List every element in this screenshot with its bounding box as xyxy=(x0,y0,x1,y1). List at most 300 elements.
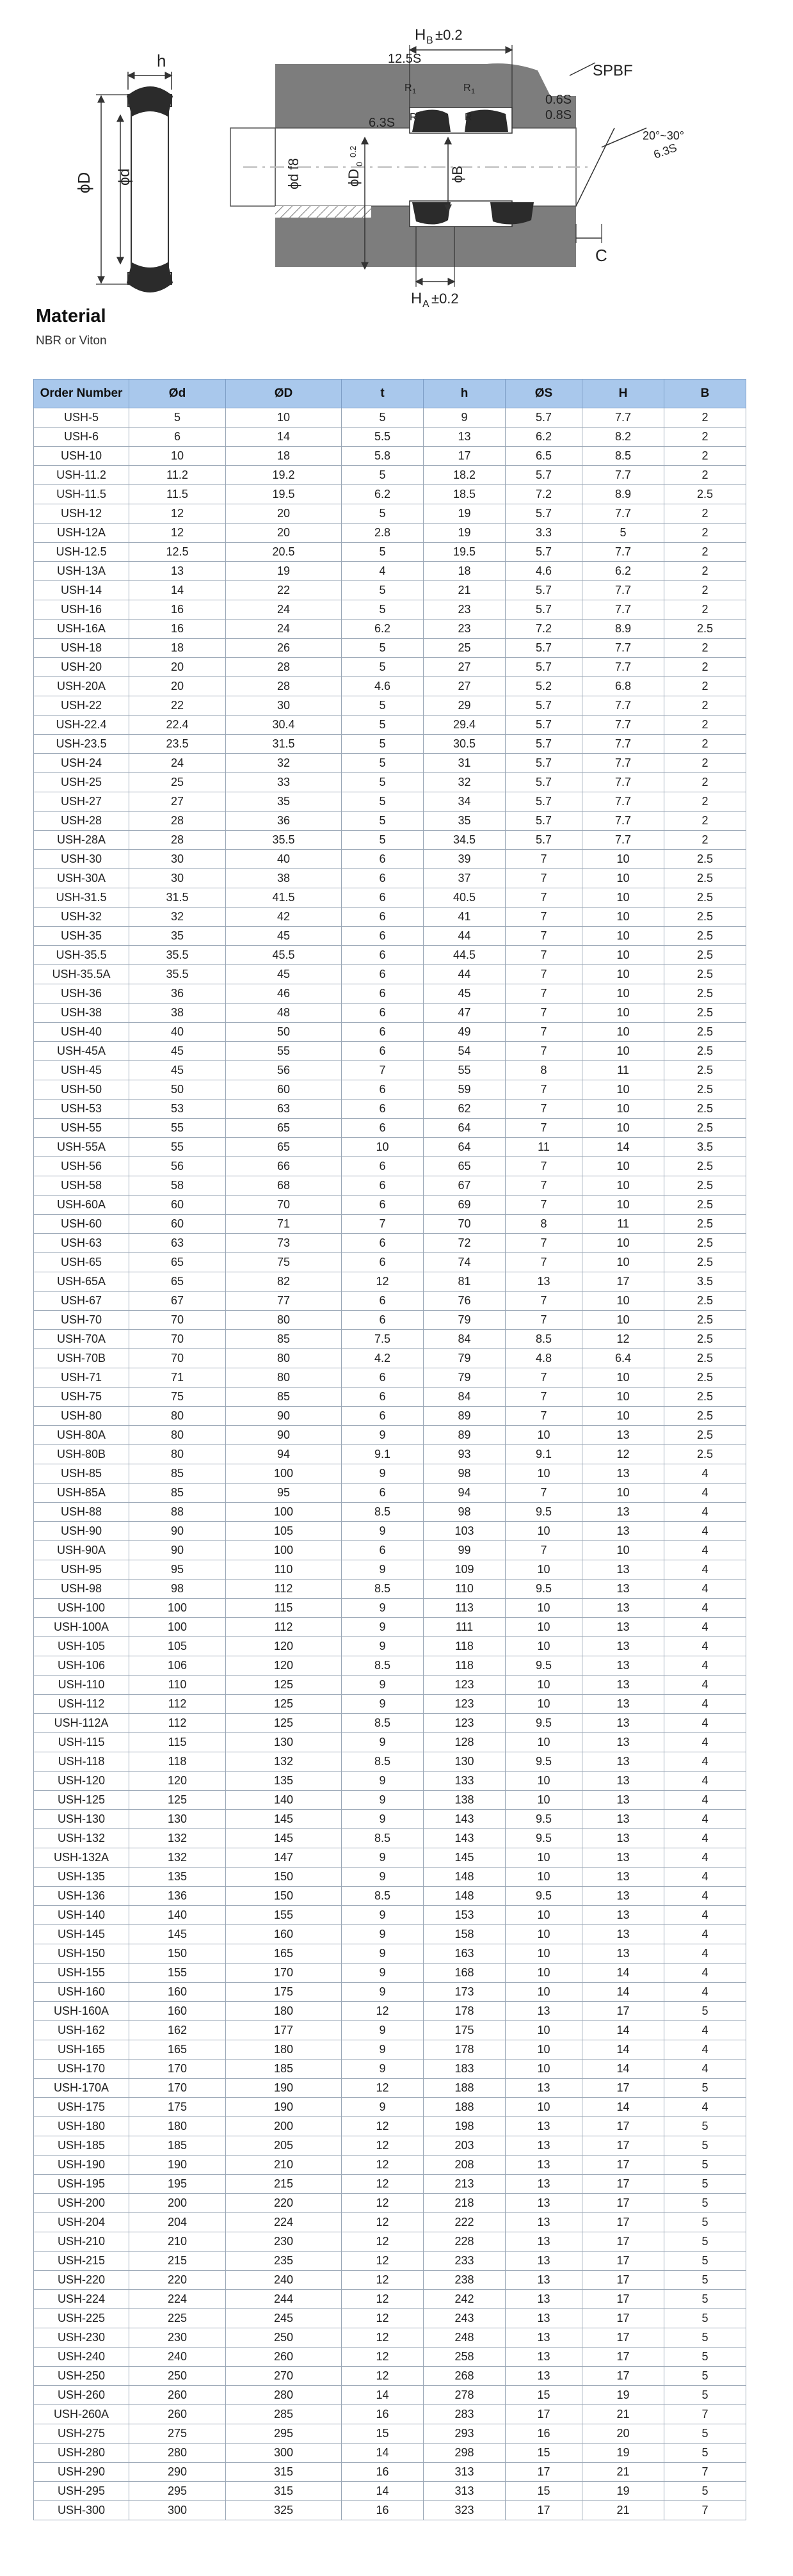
H-cell: 13 xyxy=(582,1868,664,1887)
h-cell: 143 xyxy=(424,1810,506,1829)
table-row xyxy=(34,1810,746,1829)
H-cell: 17 xyxy=(582,2079,664,2098)
d-cell: 12 xyxy=(129,524,226,543)
H-cell: 17 xyxy=(582,2367,664,2386)
dim-HA-tol: ±0.2 xyxy=(431,291,459,307)
d-cell: 38 xyxy=(129,1004,226,1023)
D-cell: 220 xyxy=(226,2194,342,2213)
S-cell: 10 xyxy=(506,1983,582,2002)
B-cell: 2.5 xyxy=(664,485,746,504)
table-row xyxy=(34,831,746,850)
t-cell: 8.5 xyxy=(342,1656,424,1676)
d-cell: 27 xyxy=(129,792,226,812)
H-cell: 7.7 xyxy=(582,581,664,600)
S-cell: 5.7 xyxy=(506,773,582,792)
order-number-cell: USH-20 xyxy=(34,658,129,677)
B-cell: 4 xyxy=(664,1944,746,1964)
d-cell: 98 xyxy=(129,1580,226,1599)
d-cell: 260 xyxy=(129,2405,226,2424)
table-row xyxy=(34,1599,746,1618)
t-cell: 14 xyxy=(342,2386,424,2405)
t-cell: 14 xyxy=(342,2444,424,2463)
S-cell: 7 xyxy=(506,1388,582,1407)
t-cell: 6.2 xyxy=(342,485,424,504)
h-cell: 138 xyxy=(424,1791,506,1810)
order-number-cell: USH-195 xyxy=(34,2175,129,2194)
B-cell: 5 xyxy=(664,2271,746,2290)
S-cell: 4.8 xyxy=(506,1349,582,1368)
B-cell: 4 xyxy=(664,1791,746,1810)
hatched-section xyxy=(275,206,371,218)
t-cell: 5 xyxy=(342,466,424,485)
t-cell: 9 xyxy=(342,1695,424,1714)
d-cell: 110 xyxy=(129,1676,226,1695)
order-number-cell: USH-185 xyxy=(34,2136,129,2156)
H-cell: 12 xyxy=(582,1445,664,1464)
table-row xyxy=(34,543,746,562)
B-cell: 2 xyxy=(664,543,746,562)
h-cell: 188 xyxy=(424,2098,506,2117)
d-cell: 80 xyxy=(129,1407,226,1426)
S-cell: 16 xyxy=(506,2424,582,2444)
d-cell: 70 xyxy=(129,1311,226,1330)
H-cell: 10 xyxy=(582,965,664,984)
d-cell: 100 xyxy=(129,1599,226,1618)
dim-phi-B: ϕB xyxy=(449,166,465,183)
D-cell: 140 xyxy=(226,1791,342,1810)
D-cell: 68 xyxy=(226,1176,342,1196)
S-cell: 10 xyxy=(506,1676,582,1695)
D-cell: 205 xyxy=(226,2136,342,2156)
B-cell: 2 xyxy=(664,504,746,524)
D-cell: 130 xyxy=(226,1733,342,1752)
d-cell: 90 xyxy=(129,1522,226,1541)
label-spbf: SPBF xyxy=(593,62,633,79)
S-cell: 7 xyxy=(506,1023,582,1042)
order-number-cell: USH-125 xyxy=(34,1791,129,1810)
D-cell: 24 xyxy=(226,620,342,639)
table-row xyxy=(34,600,746,620)
D-cell: 30 xyxy=(226,696,342,716)
table-row xyxy=(34,1311,746,1330)
col-header-H: H xyxy=(582,380,664,408)
order-number-cell: USH-58 xyxy=(34,1176,129,1196)
table-row xyxy=(34,888,746,908)
t-cell: 9 xyxy=(342,2040,424,2060)
H-cell: 13 xyxy=(582,1522,664,1541)
D-cell: 95 xyxy=(226,1484,342,1503)
h-cell: 94 xyxy=(424,1484,506,1503)
d-cell: 160 xyxy=(129,2002,226,2021)
order-number-cell: USH-170A xyxy=(34,2079,129,2098)
S-cell: 13 xyxy=(506,2271,582,2290)
t-cell: 4.2 xyxy=(342,1349,424,1368)
h-cell: 67 xyxy=(424,1176,506,1196)
d-cell: 132 xyxy=(129,1829,226,1848)
S-cell: 10 xyxy=(506,1733,582,1752)
B-cell: 4 xyxy=(664,1484,746,1503)
D-cell: 160 xyxy=(226,1925,342,1944)
S-cell: 5.7 xyxy=(506,812,582,831)
h-cell: 188 xyxy=(424,2079,506,2098)
H-cell: 17 xyxy=(582,2194,664,2213)
order-number-cell: USH-31.5 xyxy=(34,888,129,908)
d-cell: 35.5 xyxy=(129,946,226,965)
B-cell: 2.5 xyxy=(664,1176,746,1196)
order-number-cell: USH-225 xyxy=(34,2309,129,2328)
S-cell: 10 xyxy=(506,1772,582,1791)
table-row xyxy=(34,1580,746,1599)
label-r1-left: R xyxy=(405,83,412,93)
table-row xyxy=(34,408,746,428)
d-cell: 16 xyxy=(129,620,226,639)
t-cell: 9 xyxy=(342,1426,424,1445)
order-number-cell: USH-140 xyxy=(34,1906,129,1925)
order-number-cell: USH-260A xyxy=(34,2405,129,2424)
H-cell: 17 xyxy=(582,2348,664,2367)
d-cell: 16 xyxy=(129,600,226,620)
table-row xyxy=(34,1292,746,1311)
h-cell: 278 xyxy=(424,2386,506,2405)
t-cell: 12 xyxy=(342,2175,424,2194)
table-row xyxy=(34,639,746,658)
t-cell: 6 xyxy=(342,869,424,888)
h-cell: 103 xyxy=(424,1522,506,1541)
seal-lip-assembly-c xyxy=(412,202,451,225)
D-cell: 125 xyxy=(226,1714,342,1733)
S-cell: 13 xyxy=(506,2136,582,2156)
h-cell: 109 xyxy=(424,1560,506,1580)
order-number-cell: USH-136 xyxy=(34,1887,129,1906)
h-cell: 145 xyxy=(424,1848,506,1868)
order-number-cell: USH-90 xyxy=(34,1522,129,1541)
order-number-cell: USH-75 xyxy=(34,1388,129,1407)
table-row xyxy=(34,2444,746,2463)
t-cell: 12 xyxy=(342,2348,424,2367)
B-cell: 5 xyxy=(664,2482,746,2501)
d-cell: 112 xyxy=(129,1695,226,1714)
d-cell: 80 xyxy=(129,1426,226,1445)
B-cell: 5 xyxy=(664,2386,746,2405)
d-cell: 70 xyxy=(129,1349,226,1368)
h-cell: 64 xyxy=(424,1138,506,1157)
H-cell: 10 xyxy=(582,908,664,927)
t-cell: 5.5 xyxy=(342,428,424,447)
d-cell: 175 xyxy=(129,2098,226,2117)
h-cell: 19.5 xyxy=(424,543,506,562)
d-cell: 230 xyxy=(129,2328,226,2348)
d-cell: 145 xyxy=(129,1925,226,1944)
d-cell: 53 xyxy=(129,1100,226,1119)
B-cell: 2.5 xyxy=(664,1100,746,1119)
D-cell: 80 xyxy=(226,1349,342,1368)
d-cell: 11.5 xyxy=(129,485,226,504)
label-r1-right: R xyxy=(463,83,471,93)
table-row xyxy=(34,1887,746,1906)
t-cell: 6 xyxy=(342,1234,424,1253)
t-cell: 6.2 xyxy=(342,620,424,639)
h-cell: 79 xyxy=(424,1368,506,1388)
h-cell: 32 xyxy=(424,773,506,792)
label-angle: 20°~30° xyxy=(643,129,684,142)
order-number-cell: USH-70B xyxy=(34,1349,129,1368)
t-cell: 5 xyxy=(342,658,424,677)
t-cell: 8.5 xyxy=(342,1503,424,1522)
D-cell: 105 xyxy=(226,1522,342,1541)
table-row xyxy=(34,2367,746,2386)
table-row xyxy=(34,1714,746,1733)
B-cell: 5 xyxy=(664,2175,746,2194)
table-row xyxy=(34,2328,746,2348)
h-cell: 248 xyxy=(424,2328,506,2348)
dim-phi-D-tol: ϕD xyxy=(346,168,362,187)
table-row xyxy=(34,1234,746,1253)
S-cell: 10 xyxy=(506,2040,582,2060)
table-row xyxy=(34,984,746,1004)
table-row xyxy=(34,850,746,869)
d-cell: 132 xyxy=(129,1848,226,1868)
B-cell: 2.5 xyxy=(664,1368,746,1388)
D-cell: 100 xyxy=(226,1503,342,1522)
B-cell: 7 xyxy=(664,2501,746,2520)
t-cell: 10 xyxy=(342,1138,424,1157)
D-cell: 100 xyxy=(226,1541,342,1560)
order-number-cell: USH-35.5 xyxy=(34,946,129,965)
table-row xyxy=(34,716,746,735)
d-cell: 165 xyxy=(129,2040,226,2060)
S-cell: 10 xyxy=(506,1464,582,1484)
H-cell: 7.7 xyxy=(582,543,664,562)
table-row xyxy=(34,447,746,466)
S-cell: 7 xyxy=(506,1176,582,1196)
h-cell: 113 xyxy=(424,1599,506,1618)
d-cell: 40 xyxy=(129,1023,226,1042)
D-cell: 38 xyxy=(226,869,342,888)
t-cell: 6 xyxy=(342,1484,424,1503)
d-cell: 71 xyxy=(129,1368,226,1388)
d-cell: 12.5 xyxy=(129,543,226,562)
D-cell: 90 xyxy=(226,1426,342,1445)
table-row xyxy=(34,1848,746,1868)
order-number-cell: USH-60 xyxy=(34,1215,129,1234)
d-cell: 45 xyxy=(129,1042,226,1061)
table-row xyxy=(34,562,746,581)
dim-h: h xyxy=(157,51,166,70)
S-cell: 5.7 xyxy=(506,696,582,716)
h-cell: 323 xyxy=(424,2501,506,2520)
D-cell: 190 xyxy=(226,2098,342,2117)
B-cell: 2.5 xyxy=(664,1292,746,1311)
d-cell: 170 xyxy=(129,2079,226,2098)
S-cell: 13 xyxy=(506,2348,582,2367)
H-cell: 6.8 xyxy=(582,677,664,696)
t-cell: 5 xyxy=(342,696,424,716)
table-row xyxy=(34,965,746,984)
table-row xyxy=(34,1964,746,1983)
order-number-cell: USH-53 xyxy=(34,1100,129,1119)
order-number-cell: USH-105 xyxy=(34,1637,129,1656)
dim-HA: H xyxy=(411,290,422,307)
dim-HB: H xyxy=(415,26,426,44)
D-cell: 315 xyxy=(226,2482,342,2501)
table-body xyxy=(34,408,746,2520)
order-number-cell: USH-224 xyxy=(34,2290,129,2309)
t-cell: 8.5 xyxy=(342,1752,424,1772)
D-cell: 120 xyxy=(226,1656,342,1676)
D-cell: 90 xyxy=(226,1407,342,1426)
table-row xyxy=(34,1752,746,1772)
t-cell: 9 xyxy=(342,1772,424,1791)
h-cell: 218 xyxy=(424,2194,506,2213)
S-cell: 7.2 xyxy=(506,620,582,639)
h-cell: 89 xyxy=(424,1426,506,1445)
H-cell: 13 xyxy=(582,1848,664,1868)
h-cell: 21 xyxy=(424,581,506,600)
table-row xyxy=(34,1100,746,1119)
D-cell: 125 xyxy=(226,1676,342,1695)
h-cell: 55 xyxy=(424,1061,506,1080)
h-cell: 258 xyxy=(424,2348,506,2367)
D-cell: 315 xyxy=(226,2463,342,2482)
order-number-cell: USH-30 xyxy=(34,850,129,869)
B-cell: 4 xyxy=(664,1656,746,1676)
d-cell: 70 xyxy=(129,1330,226,1349)
d-cell: 210 xyxy=(129,2232,226,2252)
d-cell: 185 xyxy=(129,2136,226,2156)
D-cell: 145 xyxy=(226,1810,342,1829)
table-row xyxy=(34,2501,746,2520)
D-cell: 112 xyxy=(226,1618,342,1637)
B-cell: 2.5 xyxy=(664,620,746,639)
S-cell: 13 xyxy=(506,1272,582,1292)
order-number-cell: USH-14 xyxy=(34,581,129,600)
B-cell: 2.5 xyxy=(664,1080,746,1100)
table-row xyxy=(34,2079,746,2098)
S-cell: 15 xyxy=(506,2444,582,2463)
H-cell: 13 xyxy=(582,1887,664,1906)
order-number-cell: USH-190 xyxy=(34,2156,129,2175)
H-cell: 8.9 xyxy=(582,485,664,504)
H-cell: 13 xyxy=(582,1733,664,1752)
d-cell: 215 xyxy=(129,2252,226,2271)
h-cell: 183 xyxy=(424,2060,506,2079)
h-cell: 35 xyxy=(424,812,506,831)
S-cell: 13 xyxy=(506,2328,582,2348)
order-number-cell: USH-240 xyxy=(34,2348,129,2367)
S-cell: 7.2 xyxy=(506,485,582,504)
order-number-cell: USH-95 xyxy=(34,1560,129,1580)
order-number-cell: USH-112A xyxy=(34,1714,129,1733)
B-cell: 2.5 xyxy=(664,946,746,965)
order-number-cell: USH-32 xyxy=(34,908,129,927)
d-cell: 28 xyxy=(129,812,226,831)
table-row xyxy=(34,1791,746,1810)
order-number-cell: USH-65 xyxy=(34,1253,129,1272)
t-cell: 6 xyxy=(342,1253,424,1272)
H-cell: 12 xyxy=(582,1330,664,1349)
S-cell: 13 xyxy=(506,2175,582,2194)
h-cell: 99 xyxy=(424,1541,506,1560)
d-cell: 20 xyxy=(129,677,226,696)
H-cell: 13 xyxy=(582,1599,664,1618)
order-number-cell: USH-88 xyxy=(34,1503,129,1522)
S-cell: 9.1 xyxy=(506,1445,582,1464)
D-cell: 75 xyxy=(226,1253,342,1272)
table-row xyxy=(34,1119,746,1138)
h-cell: 143 xyxy=(424,1829,506,1848)
rough-right-a: 0.6S xyxy=(545,93,572,107)
D-cell: 20.5 xyxy=(226,543,342,562)
H-cell: 13 xyxy=(582,1906,664,1925)
H-cell: 19 xyxy=(582,2386,664,2405)
D-cell: 250 xyxy=(226,2328,342,2348)
h-cell: 72 xyxy=(424,1234,506,1253)
dim-HB-tol: ±0.2 xyxy=(435,27,463,43)
t-cell: 6 xyxy=(342,1119,424,1138)
label-r-left: R xyxy=(410,112,417,123)
H-cell: 13 xyxy=(582,1656,664,1676)
D-cell: 125 xyxy=(226,1695,342,1714)
d-cell: 35.5 xyxy=(129,965,226,984)
table-row xyxy=(34,2405,746,2424)
H-cell: 20 xyxy=(582,2424,664,2444)
d-cell: 75 xyxy=(129,1388,226,1407)
B-cell: 4 xyxy=(664,1695,746,1714)
h-cell: 70 xyxy=(424,1215,506,1234)
h-cell: 54 xyxy=(424,1042,506,1061)
order-number-cell: USH-118 xyxy=(34,1752,129,1772)
order-number-cell: USH-180 xyxy=(34,2117,129,2136)
h-cell: 44.5 xyxy=(424,946,506,965)
B-cell: 5 xyxy=(664,2328,746,2348)
B-cell: 4 xyxy=(664,1580,746,1599)
t-cell: 15 xyxy=(342,2424,424,2444)
H-cell: 13 xyxy=(582,1925,664,1944)
d-cell: 67 xyxy=(129,1292,226,1311)
t-cell: 5 xyxy=(342,504,424,524)
B-cell: 4 xyxy=(664,1618,746,1637)
D-cell: 28 xyxy=(226,677,342,696)
d-cell: 220 xyxy=(129,2271,226,2290)
h-cell: 31 xyxy=(424,754,506,773)
h-cell: 268 xyxy=(424,2367,506,2386)
order-number-cell: USH-100 xyxy=(34,1599,129,1618)
D-cell: 180 xyxy=(226,2002,342,2021)
table-row xyxy=(34,1560,746,1580)
h-cell: 178 xyxy=(424,2002,506,2021)
S-cell: 7 xyxy=(506,1253,582,1272)
S-cell: 7 xyxy=(506,908,582,927)
D-cell: 32 xyxy=(226,754,342,773)
table-row xyxy=(34,581,746,600)
H-cell: 13 xyxy=(582,1464,664,1484)
t-cell: 9 xyxy=(342,1925,424,1944)
dim-phi-d-left: ϕd xyxy=(116,168,133,186)
d-cell: 23.5 xyxy=(129,735,226,754)
t-cell: 6 xyxy=(342,1292,424,1311)
t-cell: 9 xyxy=(342,1906,424,1925)
B-cell: 2.5 xyxy=(664,1330,746,1349)
h-cell: 25 xyxy=(424,639,506,658)
table-row xyxy=(34,1695,746,1714)
order-number-cell: USH-71 xyxy=(34,1368,129,1388)
D-cell: 24 xyxy=(226,600,342,620)
H-cell: 17 xyxy=(582,2175,664,2194)
table-row xyxy=(34,2194,746,2213)
t-cell: 9 xyxy=(342,1733,424,1752)
H-cell: 13 xyxy=(582,1772,664,1791)
H-cell: 8.5 xyxy=(582,447,664,466)
